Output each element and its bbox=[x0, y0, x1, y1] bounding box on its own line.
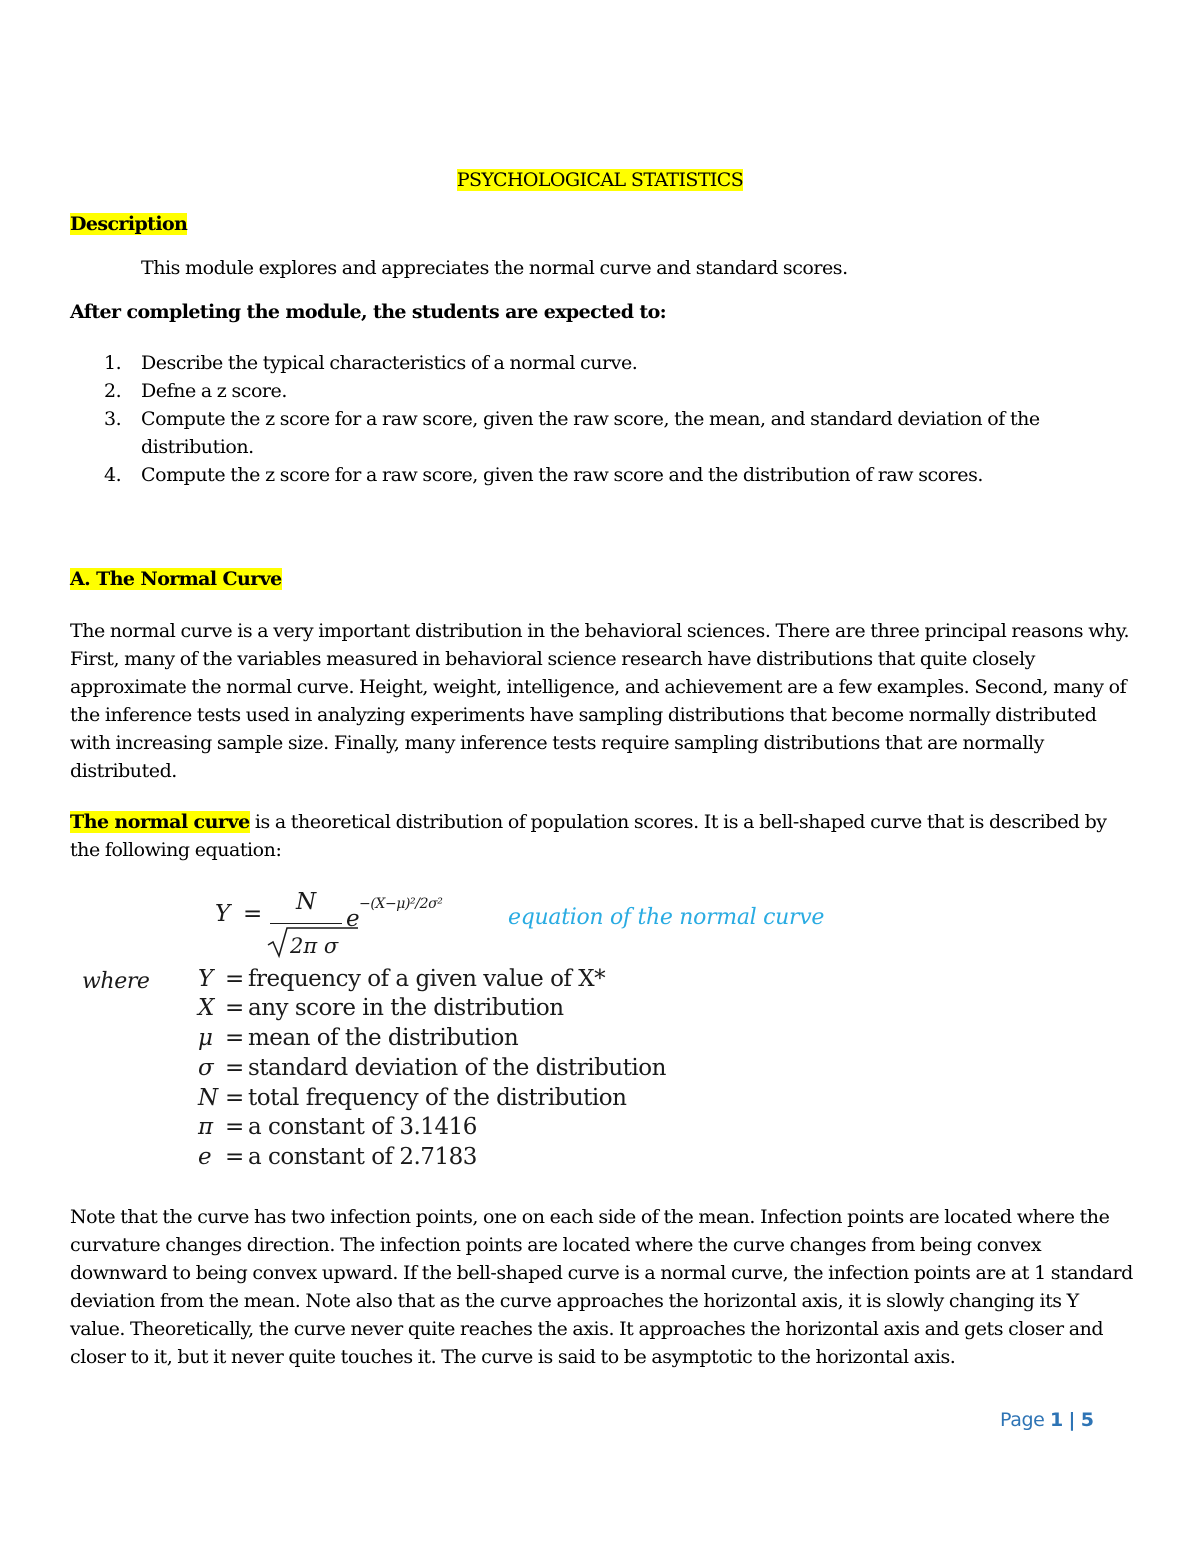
objectives-heading: After completing the module, the students are expected to: bbox=[70, 301, 667, 323]
objective-text: Describe the typical characteristics of a normal curve. bbox=[141, 352, 638, 374]
total-pages: 5 bbox=[1080, 1409, 1094, 1431]
normal-curve-paragraph: The normal curve is a very important distribution in the behavioral sciences. There are three principal reasons why. First, many of the variables measured in behavioral science research have distributions that quite closely approximate the normal curve. Height, weight, intelligence, and achievement are a few examples. Second, many of the inference tests used in analyzing experiments have sampling distributions that become normally distributed with increasing sample size. Finally, many inference tests require sampling distributions that are normally distributed. bbox=[70, 620, 1130, 782]
objective-text: Defne a z score. bbox=[141, 380, 287, 402]
formula-numerator: N bbox=[296, 889, 316, 915]
definition-equals: = bbox=[225, 1114, 244, 1140]
section-a-heading: A. The Normal Curve bbox=[70, 568, 282, 590]
document-title: PSYCHOLOGICAL STATISTICS bbox=[456, 169, 744, 191]
fraction-bar bbox=[270, 923, 342, 924]
definition-equals: = bbox=[225, 1055, 244, 1081]
definition-text: frequency of a given value of X* bbox=[248, 966, 606, 992]
definition-paragraph bbox=[70, 808, 1135, 864]
objective-number: 2. bbox=[104, 380, 122, 402]
formula-base: e bbox=[346, 906, 360, 932]
formula-lhs: Y bbox=[215, 901, 230, 927]
objective-number: 4. bbox=[104, 464, 122, 486]
definition-symbol: μ bbox=[198, 1025, 213, 1051]
formula-exponent: −(X−μ)²/2σ² bbox=[359, 896, 443, 912]
definition-symbol: N bbox=[198, 1085, 218, 1111]
definition-symbol: Y bbox=[198, 966, 213, 992]
definition-text: standard deviation of the distribution bbox=[248, 1055, 666, 1081]
definition-equals: = bbox=[225, 1025, 244, 1051]
definition-symbol: e bbox=[198, 1144, 212, 1170]
description-text: This module explores and appreciates the normal curve and standard scores. bbox=[141, 257, 848, 279]
definition-text: is a theoretical distribution of population scores. It is a bell-shaped curve that is described by the following equation: bbox=[70, 811, 1107, 861]
definition-text: a constant of 2.7183 bbox=[248, 1144, 477, 1170]
definition-symbol: X bbox=[198, 995, 214, 1021]
objective-item bbox=[70, 349, 1110, 377]
definition-equals: = bbox=[225, 1085, 244, 1111]
definition-symbol: π bbox=[198, 1114, 213, 1140]
definition-equals: = bbox=[225, 1144, 244, 1170]
objective-item bbox=[70, 461, 1110, 489]
objective-text: Compute the z score for a raw score, given the raw score, the mean, and standard deviation of the distribution. bbox=[141, 408, 1040, 458]
definition-text: mean of the distribution bbox=[248, 1025, 519, 1051]
page-label: Page bbox=[1000, 1409, 1045, 1431]
where-label: where bbox=[82, 969, 150, 994]
definition-text: total frequency of the distribution bbox=[248, 1085, 627, 1111]
objective-number: 3. bbox=[104, 408, 122, 430]
definition-symbol: σ bbox=[198, 1055, 214, 1081]
formula-equals: = bbox=[243, 901, 262, 927]
formula-caption: equation of the normal curve bbox=[508, 905, 825, 930]
inflection-paragraph: Note that the curve has two infection points, one on each side of the mean. Infection points are located where the curvature changes direction. The infection points are located where the curve changes from being convex downward to being convex upward. If the bell-shaped curve is a normal curve, the infection points are at 1 standard deviation from the mean. Note also that as the curve approaches the horizontal axis, it is slowly changing its Y value. Theoretically, the curve never quite reaches the axis. It approaches the horizontal axis and gets closer and closer to it, but it never quite touches it. The curve is said to be asymptotic to the horizontal axis. bbox=[70, 1206, 1133, 1368]
denominator-text: 2π σ bbox=[290, 934, 339, 958]
page-footer bbox=[1000, 1409, 1094, 1431]
objective-text: Compute the z score for a raw score, given the raw score and the distribution of raw scores. bbox=[141, 464, 983, 486]
definition-text: any score in the distribution bbox=[248, 995, 564, 1021]
highlighted-term: The normal curve bbox=[70, 811, 250, 833]
page-number: 1 bbox=[1050, 1409, 1063, 1431]
definition-equals: = bbox=[225, 995, 244, 1021]
definition-equals: = bbox=[225, 966, 244, 992]
objectives-list bbox=[70, 349, 1110, 489]
objective-item bbox=[70, 377, 1110, 405]
description-heading: Description bbox=[70, 213, 188, 235]
definition-text: a constant of 3.1416 bbox=[248, 1114, 477, 1140]
objective-item bbox=[70, 405, 1110, 461]
page-separator: | bbox=[1068, 1409, 1076, 1431]
objective-number: 1. bbox=[104, 352, 122, 374]
